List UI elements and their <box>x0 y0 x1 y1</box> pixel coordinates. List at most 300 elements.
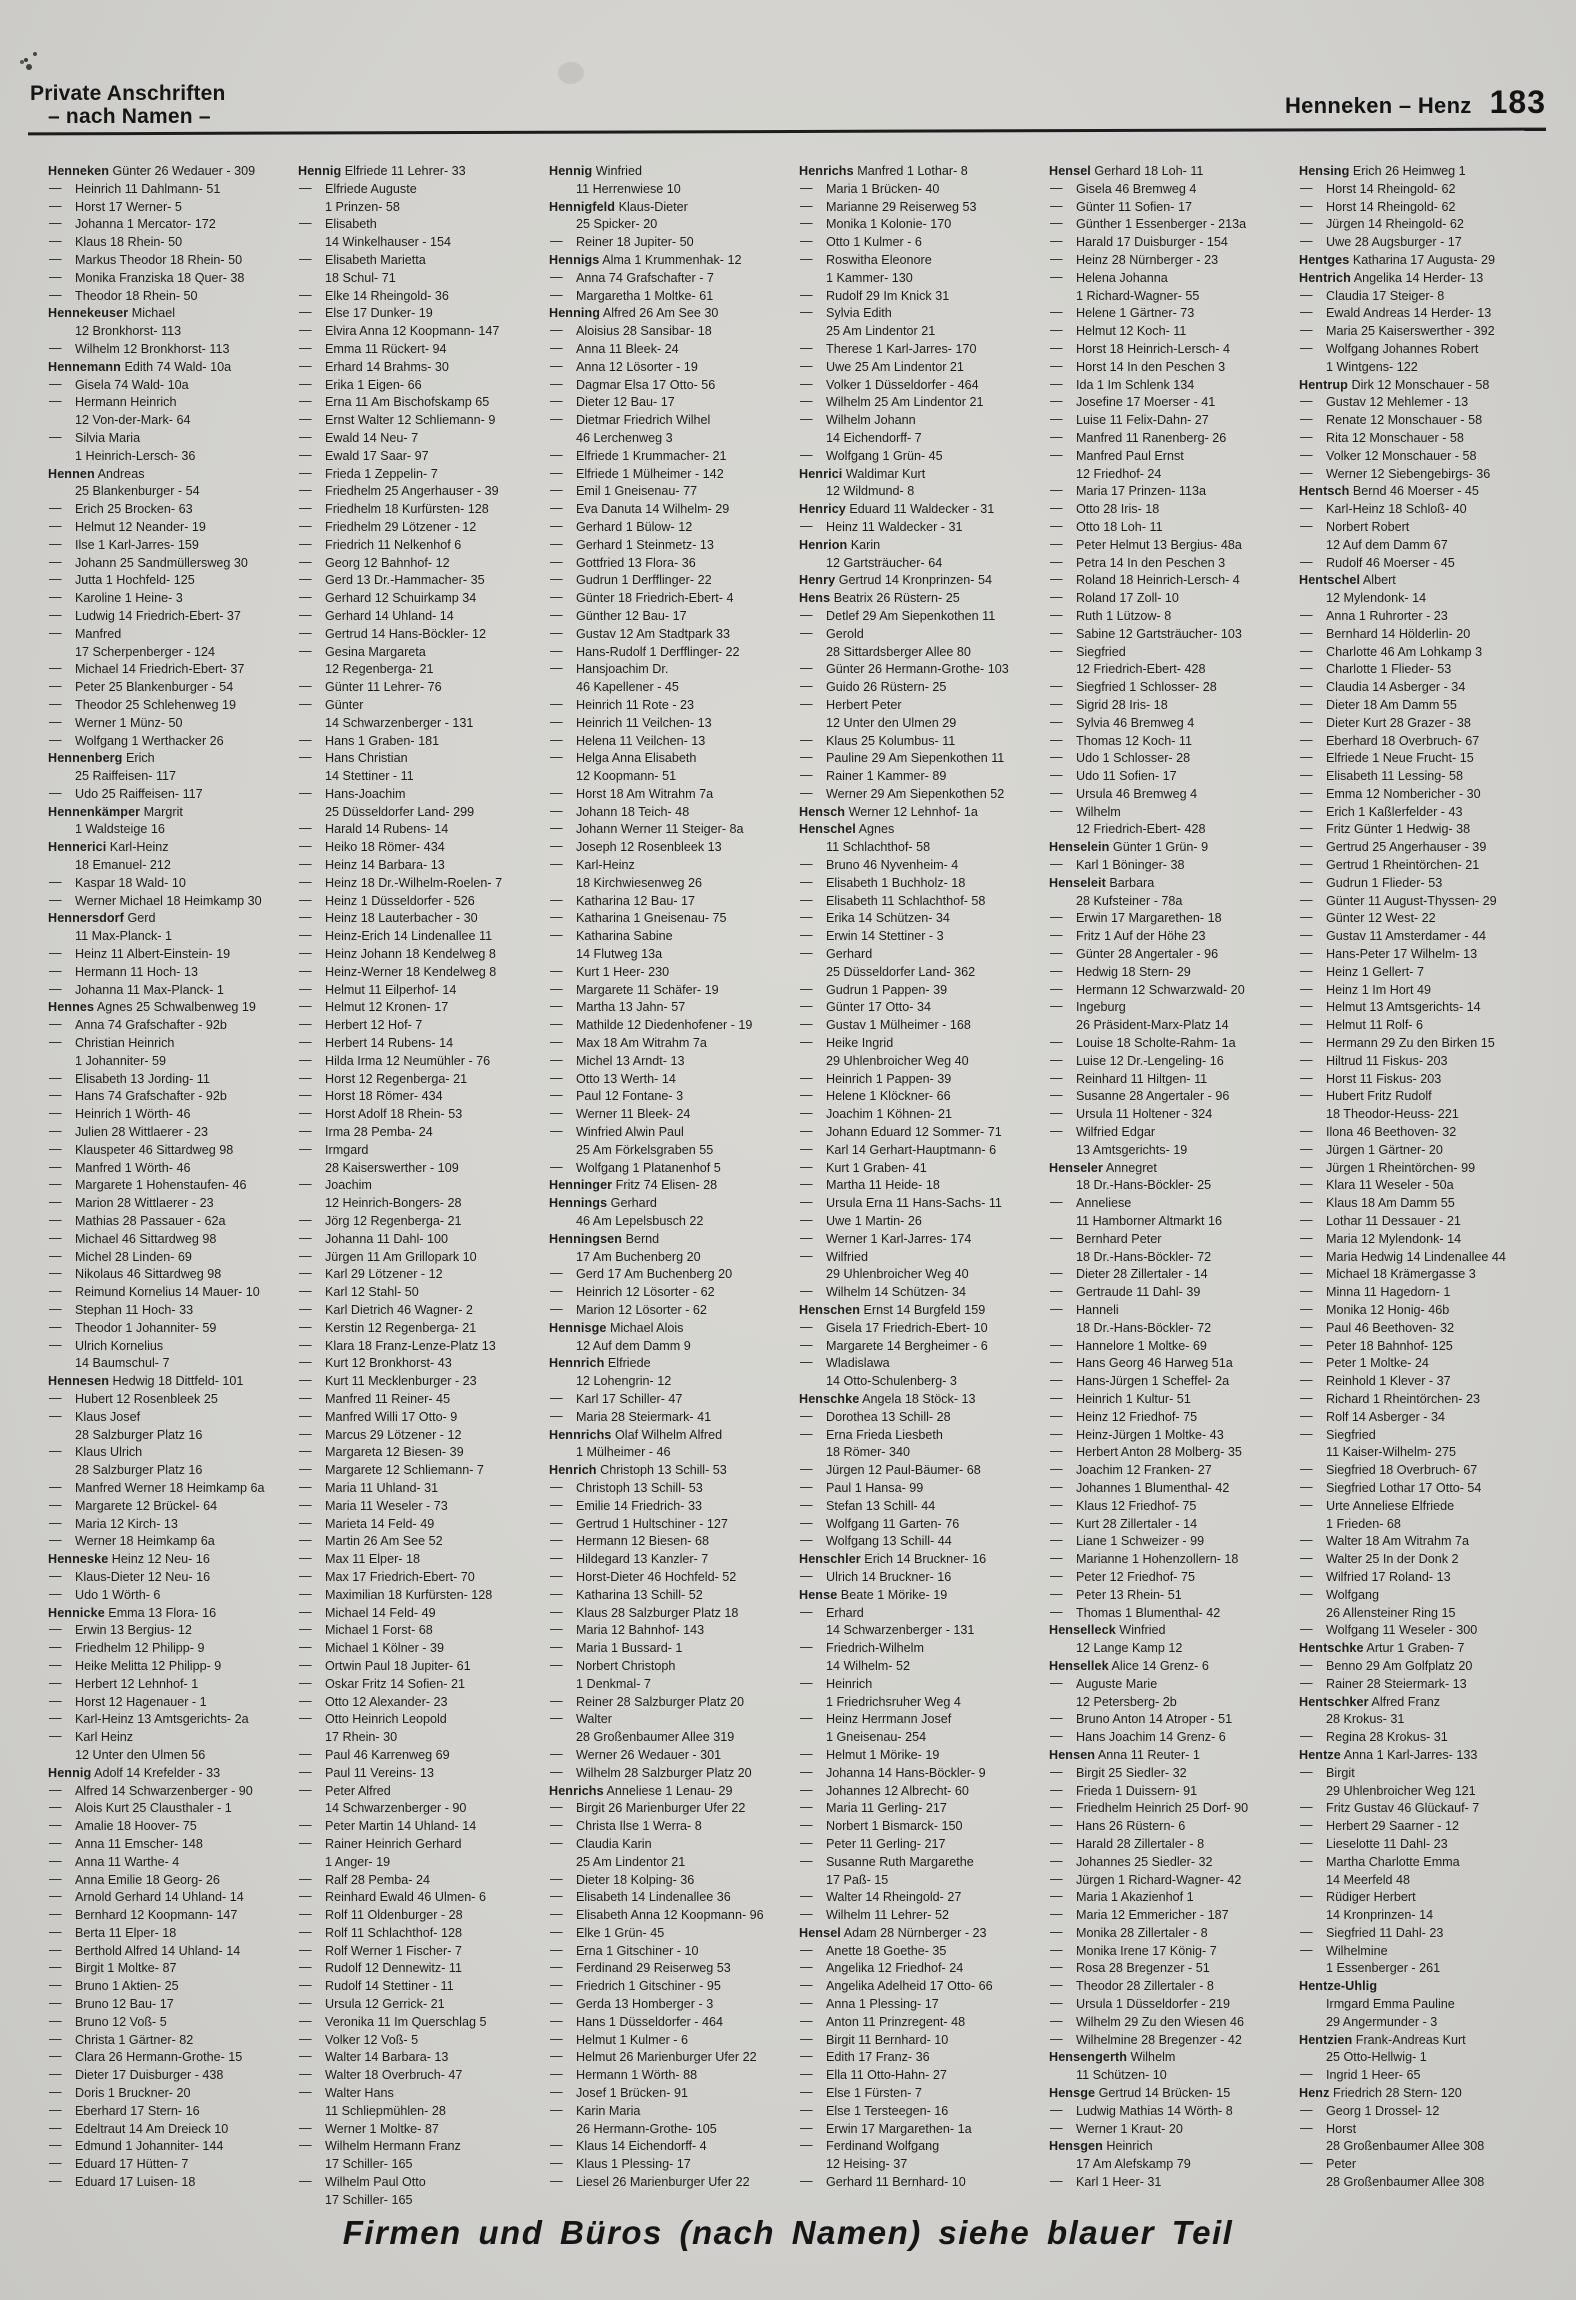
directory-family-head: Henrici Waldimar Kurt <box>799 466 926 481</box>
dash-mark: — <box>1050 1515 1062 1530</box>
directory-entry: — Gertraude 11 Dahl- 39 <box>1050 1284 1201 1300</box>
dash-mark: — <box>299 465 311 480</box>
directory-entry: — Jürgen 1 Rheintörchen- 99 <box>1300 1159 1476 1175</box>
dash-mark: — <box>1300 1924 1312 1939</box>
directory-entry: — Siegfried <box>1300 1426 1376 1442</box>
directory-entry: — Ludwig 14 Friedrich-Ebert- 37 <box>49 607 241 623</box>
dash-mark: — <box>550 1035 562 1050</box>
directory-entry: — Norbert Robert <box>1300 518 1410 534</box>
dash-mark: — <box>800 1177 812 1192</box>
directory-entry: — Harald 14 Rubens- 14 <box>299 821 449 837</box>
directory-entry: — Erich 1 Kaßlerfelder - 43 <box>1300 803 1463 819</box>
dash-mark: — <box>550 2013 562 2028</box>
dash-mark: — <box>800 892 812 907</box>
directory-entry: — Fritz Günter 1 Hedwig- 38 <box>1300 821 1471 837</box>
dash-mark: — <box>1050 536 1062 551</box>
dash-mark: — <box>550 1800 562 1815</box>
dash-mark: — <box>299 1088 311 1103</box>
dash-mark: — <box>1300 1177 1312 1192</box>
directory-entry: — Karl 12 Stahl- 50 <box>299 1284 419 1300</box>
dash-mark: — <box>49 1213 61 1228</box>
directory-entry: — Hermann 12 Biesen- 68 <box>550 1533 710 1549</box>
directory-entry: — Theodor 18 Rhein- 50 <box>49 287 198 303</box>
directory-entry: — Günter 26 Hermann-Grothe- 103 <box>800 661 1009 677</box>
dash-mark: — <box>49 2049 61 2064</box>
dash-mark: — <box>49 1302 61 1316</box>
directory-family-head: Hennenkämper Margrit <box>48 804 183 819</box>
surname: Hensel <box>799 1925 841 1940</box>
directory-entry: — Uwe 1 Martin- 26 <box>800 1213 922 1229</box>
dash-mark: — <box>1050 1604 1062 1619</box>
directory-entry: — Udo 1 Wörth- 6 <box>49 1586 161 1602</box>
dash-mark: — <box>1300 1017 1312 1032</box>
directory-entry: — Max 18 Am Witrahm 7a <box>550 1035 707 1051</box>
directory-entry: — Liane 1 Schweizer - 99 <box>1050 1533 1205 1549</box>
directory-entry: — Ursula 46 Bremweg 4 <box>1050 785 1198 801</box>
dash-mark: — <box>49 785 61 800</box>
dash-mark: — <box>299 1017 311 1032</box>
directory-entry: — Silvia Maria <box>49 429 141 445</box>
directory-entry: — Gerhard 12 Schuirkamp 34 <box>299 590 477 606</box>
directory-entry-continuation: 26 Präsident-Marx-Platz 14 <box>1076 1018 1229 1033</box>
dash-mark: — <box>1050 928 1062 943</box>
directory-entry: — Martin 26 Am See 52 <box>299 1533 443 1549</box>
dash-mark: — <box>800 2013 812 2028</box>
directory-entry-continuation: 14 Eichendorff- 7 <box>826 430 922 445</box>
directory-entry-continuation: 12 Petersberg- 2b <box>1076 1694 1177 1709</box>
dash-mark: — <box>1300 447 1312 462</box>
dash-mark: — <box>299 732 311 747</box>
directory-entry: — Karl Dietrich 46 Wagner- 2 <box>299 1302 473 1317</box>
dash-mark: — <box>49 1889 61 1904</box>
dash-mark: — <box>800 1106 812 1121</box>
directory-entry: — Klaus 12 Friedhof- 75 <box>1050 1497 1197 1513</box>
directory-entry: — Rudolf 29 Im Knick 31 <box>800 287 950 303</box>
dash-mark: — <box>1050 1907 1062 1922</box>
directory-entry: — Norbert 1 Bismarck- 150 <box>800 1818 963 1834</box>
dash-mark: — <box>1050 1266 1062 1281</box>
dash-mark: — <box>299 1035 311 1050</box>
directory-entry: — Paul 1 Hansa- 99 <box>800 1479 924 1495</box>
directory-entry: — Helmut 1 Kulmer - 6 <box>550 2031 688 2047</box>
dash-mark: — <box>800 2174 812 2189</box>
dash-mark: — <box>1050 1818 1062 1833</box>
dash-mark: — <box>800 1907 812 1922</box>
dash-mark: — <box>1050 910 1062 925</box>
dash-mark: — <box>1050 981 1062 996</box>
directory-entry: — Gisela 17 Friedrich-Ebert- 10 <box>800 1319 988 1335</box>
directory-entry: — Walter 18 Overbruch- 47 <box>299 2067 463 2083</box>
directory-entry: — Michel 13 Arndt- 13 <box>550 1052 685 1068</box>
dash-mark: — <box>1300 803 1312 818</box>
dash-mark: — <box>1300 1266 1312 1281</box>
directory-entry: — Klaus 18 Rhein- 50 <box>49 234 183 250</box>
directory-entry: — Hildegard 13 Kanzler- 7 <box>550 1551 709 1567</box>
directory-entry: — Claudia Karin <box>550 1835 652 1851</box>
dash-mark: — <box>800 928 812 943</box>
dash-mark: — <box>299 999 311 1014</box>
directory-entry: — Gerda 13 Homberger - 3 <box>550 1996 714 2012</box>
dash-mark: — <box>299 1551 311 1566</box>
directory-entry: — Rolf 14 Asberger - 34 <box>1300 1408 1446 1424</box>
dash-mark: — <box>550 2138 562 2153</box>
dash-mark: — <box>1050 1871 1062 1886</box>
directory-entry: — Sabine 12 Gartsträucher- 103 <box>1050 625 1242 641</box>
directory-entry: — Detlef 29 Am Siepenkothen 11 <box>800 607 996 623</box>
dash-mark: — <box>800 287 812 302</box>
directory-entry: — Ulrich Kornelius <box>49 1337 164 1353</box>
dash-mark: — <box>1050 1302 1062 1316</box>
header-divider <box>28 128 1546 136</box>
dash-mark: — <box>299 1284 311 1299</box>
dash-mark: — <box>550 1818 562 1833</box>
dash-mark: — <box>1050 518 1062 533</box>
dash-mark: — <box>550 2049 562 2064</box>
surname: Hennes <box>48 1000 95 1015</box>
directory-entry: — Michael 46 Sittardweg 98 <box>49 1230 217 1246</box>
directory-entry: — Johann Werner 11 Steiger- 8a <box>550 821 744 837</box>
directory-entry: — Emilie 14 Friedrich- 33 <box>550 1497 702 1513</box>
directory-entry: — Elisabeth 11 Lessing- 58 <box>1300 768 1463 784</box>
dash-mark: — <box>800 2067 812 2082</box>
dash-mark: — <box>49 1675 61 1690</box>
directory-family-head: Hennig Winfried <box>549 164 642 178</box>
surname: Hennicke <box>48 1605 105 1620</box>
surname: Hense <box>799 1587 838 1602</box>
dash-mark: — <box>550 1640 562 1655</box>
directory-entry: — Helmut 11 Eilperhof- 14 <box>299 981 457 997</box>
directory-entry: — Michael 1 Forst- 68 <box>299 1622 433 1638</box>
dash-mark: — <box>550 1052 562 1067</box>
directory-entry: — Bruno 46 Nyvenheim- 4 <box>800 857 959 873</box>
directory-family-head: Hentschel Albert <box>1299 573 1396 588</box>
directory-entry: — Peter Martin 14 Uhland- 14 <box>299 1818 477 1834</box>
directory-entry: — Dieter 17 Duisburger - 438 <box>49 2067 224 2083</box>
directory-column-6 <box>1299 163 1543 2192</box>
dash-mark: — <box>299 1444 311 1459</box>
dash-mark: — <box>49 1818 61 1833</box>
surname: Hentschker <box>1299 1694 1369 1709</box>
dash-mark: — <box>800 1088 812 1103</box>
dash-mark: — <box>1050 572 1062 587</box>
dash-mark: — <box>49 429 61 444</box>
directory-entry: — Anna Emilie 18 Georg- 26 <box>49 1871 220 1887</box>
dash-mark: — <box>299 376 311 391</box>
dash-mark: — <box>1300 714 1312 729</box>
directory-entry: — Elke 14 Rheingold- 36 <box>299 287 449 303</box>
directory-entry: — Helena 11 Veilchen- 13 <box>550 732 706 748</box>
dash-mark: — <box>1050 1960 1062 1975</box>
dash-mark: — <box>800 661 812 676</box>
directory-entry: — Werner 29 Am Siepenkothen 52 <box>800 785 1005 801</box>
directory-family-head: Henseleit Barbara <box>1049 875 1155 890</box>
dash-mark: — <box>49 1533 61 1548</box>
directory-entry: — Horst 12 Hagenauer - 1 <box>49 1693 207 1709</box>
dash-mark: — <box>800 305 812 320</box>
directory-entry: — Erhard <box>800 1604 864 1620</box>
dash-mark: — <box>299 946 311 961</box>
dash-mark: — <box>299 1373 311 1388</box>
directory-column-1 <box>48 163 292 2192</box>
directory-entry: — Peter 1 Moltke- 24 <box>1300 1355 1429 1371</box>
dash-mark: — <box>1300 1800 1312 1815</box>
directory-entry: — Werner 1 Moltke- 87 <box>299 2120 439 2136</box>
dash-mark: — <box>49 572 61 587</box>
dash-mark: — <box>800 1035 812 1050</box>
dash-mark: — <box>550 1960 562 1975</box>
directory-column-5 <box>1049 163 1293 2192</box>
directory-family-head: Henschler Erich 14 Bruckner- 16 <box>799 1552 987 1567</box>
dash-mark: — <box>299 251 311 266</box>
dash-mark: — <box>49 180 61 195</box>
dash-mark: — <box>1050 1088 1062 1103</box>
dash-mark: — <box>800 1711 812 1726</box>
dash-mark: — <box>1050 2120 1062 2135</box>
dash-mark: — <box>550 1835 562 1850</box>
dash-mark: — <box>299 1675 311 1690</box>
directory-entry: — Doris 1 Bruckner- 20 <box>49 2085 191 2101</box>
directory-entry: — Margarete 11 Schäfer- 19 <box>550 981 719 997</box>
dash-mark: — <box>49 1960 61 1975</box>
directory-entry: — Thomas 12 Koch- 11 <box>1050 732 1192 748</box>
surname: Henneken <box>48 164 109 178</box>
directory-entry-continuation: 25 Blankenburger - 54 <box>75 484 200 499</box>
dash-mark: — <box>550 696 562 711</box>
directory-entry: — Michael 18 Krämergasse 3 <box>1300 1266 1476 1282</box>
dash-mark: — <box>299 1622 311 1637</box>
directory-entry: — Herbert Anton 28 Molberg- 35 <box>1050 1444 1242 1460</box>
directory-entry: — Ulrich 14 Bruckner- 16 <box>800 1568 952 1584</box>
dash-mark: — <box>49 1337 61 1352</box>
directory-entry: — Minna 11 Hagedorn- 1 <box>1300 1284 1451 1300</box>
directory-entry: — Horst 14 Rheingold- 62 <box>1300 180 1456 196</box>
directory-family-head: Henninger Fritz 74 Elisen- 28 <box>549 1178 718 1193</box>
dash-mark: — <box>550 1266 562 1281</box>
directory-entry-continuation: 12 Friedhof- 24 <box>1076 466 1162 481</box>
surname: Henseler <box>1049 1160 1104 1175</box>
dash-mark: — <box>1300 1408 1312 1423</box>
directory-entry: — Friedhelm 25 Angerhauser - 39 <box>299 483 499 499</box>
dash-mark: — <box>49 892 61 907</box>
directory-entry: — Klara 11 Weseler - 50a <box>1300 1177 1454 1193</box>
dash-mark: — <box>800 1248 812 1263</box>
directory-entry-continuation: 25 Am Förkelsgraben 55 <box>576 1142 714 1157</box>
surname: Henrichs <box>549 1783 604 1798</box>
dash-mark: — <box>1300 1426 1312 1441</box>
surname: Hentges <box>1299 252 1350 267</box>
dash-mark: — <box>1050 1889 1062 1904</box>
directory-family-head: Hensch Werner 12 Lehnhof- 1a <box>799 804 978 819</box>
directory-entry: — Anette 18 Goethe- 35 <box>800 1942 947 1958</box>
directory-entry-continuation: 12 Von-der-Mark- 64 <box>75 413 191 428</box>
directory-entry: — Johanna 1 Mercator- 172 <box>49 216 216 232</box>
directory-entry: — Georg 12 Bahnhof- 12 <box>299 554 450 570</box>
dash-mark: — <box>800 999 812 1014</box>
dash-mark: — <box>1300 768 1312 783</box>
directory-entry: — Liesel 26 Marienburger Ufer 22 <box>550 2174 750 2190</box>
dash-mark: — <box>49 1497 61 1512</box>
directory-entry: — Wilhelmine 28 Bregenzer - 42 <box>1050 2031 1242 2047</box>
dash-mark: — <box>800 1213 812 1228</box>
dash-mark: — <box>49 732 61 747</box>
surname: Hennrichs <box>549 1427 612 1442</box>
directory-entry-continuation: 12 Auf dem Damm 9 <box>576 1338 691 1353</box>
dash-mark: — <box>49 1907 61 1922</box>
directory-family-head: Hennrichs Olaf Wilhelm Alfred <box>549 1427 723 1442</box>
directory-entry: — Bernhard Peter <box>1050 1230 1162 1246</box>
dash-mark: — <box>550 2067 562 2082</box>
directory-entry: — Bernhard 12 Koopmann- 147 <box>49 1907 238 1923</box>
directory-entry: — Elisabeth 1 Buchholz- 18 <box>800 874 966 890</box>
directory-entry: — Joseph 12 Rosenbleek 13 <box>550 839 722 855</box>
dash-mark: — <box>1300 287 1312 302</box>
dash-mark: — <box>1300 785 1312 800</box>
directory-entry: — Anton 11 Prinzregent- 48 <box>800 2013 966 2029</box>
dash-mark: — <box>1050 1764 1062 1779</box>
dash-mark: — <box>550 1408 562 1423</box>
dash-mark: — <box>299 2013 311 2028</box>
dash-mark: — <box>49 1924 61 1939</box>
directory-entry: — Heinrich 12 Lösorter - 62 <box>550 1284 715 1300</box>
dash-mark: — <box>299 874 311 889</box>
directory-entry: — Kerstin 12 Regenberga- 21 <box>299 1319 477 1335</box>
directory-entry: — Heinz 18 Dr.-Wilhelm-Roelen- 7 <box>299 874 503 890</box>
dash-mark: — <box>1300 643 1312 658</box>
surname: Henneske <box>48 1552 109 1567</box>
dash-mark: — <box>299 839 311 854</box>
directory-entry: — Wilhelm <box>1050 803 1121 819</box>
dash-mark: — <box>299 554 311 569</box>
dash-mark: — <box>1050 1568 1062 1583</box>
directory-family-head: Hentrich Angelika 14 Herder- 13 <box>1299 270 1484 285</box>
dash-mark: — <box>1050 1533 1062 1548</box>
directory-entry: — Mathilde 12 Diedenhofener - 19 <box>550 1017 753 1033</box>
directory-entry: — Günter 11 August-Thyssen- 29 <box>1300 892 1497 908</box>
directory-entry: — Wladislawa <box>800 1355 890 1371</box>
surname: Henseleit <box>1049 875 1106 890</box>
directory-entry: — Charlotte 1 Flieder- 53 <box>1300 661 1452 677</box>
directory-entry-continuation: 11 Schlachthof- 58 <box>826 840 931 855</box>
surname: Hensch <box>799 804 846 819</box>
directory-entry: — Gudrun 1 Derfflinger- 22 <box>550 572 712 588</box>
dash-mark: — <box>800 1960 812 1975</box>
directory-entry: — Claudia 17 Steiger- 8 <box>1300 287 1445 303</box>
directory-entry: — Hans-Peter 17 Wilhelm- 13 <box>1300 946 1478 962</box>
directory-entry: — Clara 26 Hermann-Grothe- 15 <box>49 2049 243 2065</box>
directory-entry: — Emil 1 Gneisenau- 77 <box>550 483 698 499</box>
directory-entry: — Johanna 11 Max-Planck- 1 <box>49 981 224 997</box>
directory-entry: — Karl 29 Lötzener - 12 <box>299 1266 443 1282</box>
directory-entry: — Jörg 12 Regenberga- 21 <box>299 1213 462 1229</box>
dash-mark: — <box>550 1390 562 1405</box>
directory-entry: — Helmut 11 Rolf- 6 <box>1300 1017 1424 1033</box>
directory-entry: — Reinhard Ewald 46 Ulmen- 6 <box>299 1889 487 1905</box>
directory-entry: — Erna 11 Am Bischofskamp 65 <box>299 394 490 410</box>
directory-entry-continuation: 28 Salzburger Platz 16 <box>75 1463 203 1478</box>
dash-mark: — <box>299 1568 311 1583</box>
directory-entry-continuation: 25 Am Lindentor 21 <box>826 324 936 339</box>
dash-mark: — <box>1300 1729 1312 1744</box>
directory-entry: — Maria 25 Kaiserswerther - 392 <box>1300 323 1495 339</box>
directory-entry: — Benno 29 Am Golfplatz 20 <box>1300 1657 1473 1673</box>
directory-entry-continuation: 12 Bronkhorst- 113 <box>75 324 182 339</box>
directory-entry: — Peter 25 Blankenburger - 54 <box>49 679 234 695</box>
directory-entry: — Horst 11 Fiskus- 203 <box>1300 1070 1442 1086</box>
directory-entry: — Fritz 1 Auf der Höhe 23 <box>1050 928 1206 944</box>
dash-mark: — <box>299 572 311 587</box>
dash-mark: — <box>49 1088 61 1103</box>
surname: Hensengerth <box>1049 2050 1128 2065</box>
directory-family-head: Hensgen Heinrich <box>1049 2139 1153 2154</box>
directory-entry: — Helene 1 Gärtner- 73 <box>1050 305 1195 321</box>
directory-family-head: Henseler Annegret <box>1049 1160 1157 1175</box>
dash-mark: — <box>550 999 562 1014</box>
directory-entry-continuation: 1 Mülheimer - 46 <box>576 1445 671 1460</box>
surname: Hentzien <box>1299 2032 1353 2047</box>
dash-mark: — <box>550 1586 562 1601</box>
directory-entry: — Volker 12 Monschauer - 58 <box>1300 447 1477 463</box>
directory-entry: — Joachim <box>299 1177 372 1193</box>
directory-family-head: Hennemann Edith 74 Wald- 10a <box>48 359 232 374</box>
directory-entry: — Otto 28 Iris- 18 <box>1050 501 1160 517</box>
dash-mark: — <box>49 234 61 249</box>
directory-entry: — Klaus Josef <box>49 1408 141 1424</box>
dash-mark: — <box>299 1070 311 1085</box>
dash-mark: — <box>299 1604 311 1619</box>
directory-entry: — Margaretha 1 Moltke- 61 <box>550 287 714 303</box>
directory-entry: — Irma 28 Pemba- 24 <box>299 1124 433 1140</box>
surname: Hensge <box>1049 2086 1096 2101</box>
directory-entry: — Hermann Heinrich <box>49 394 177 410</box>
dash-mark: — <box>299 1230 311 1245</box>
dash-mark: — <box>550 661 562 676</box>
directory-entry: — Katharina 13 Schill- 52 <box>550 1586 703 1602</box>
directory-entry-continuation: 25 Am Lindentor 21 <box>576 1854 686 1869</box>
dash-mark: — <box>800 1515 812 1530</box>
directory-entry: — Anneliese <box>1050 1195 1132 1211</box>
directory-entry: — Susanne 28 Angertaler - 96 <box>1050 1088 1230 1104</box>
dash-mark: — <box>1300 981 1312 996</box>
surname: Hennig <box>298 164 342 178</box>
directory-entry: — Wilhelm Paul Otto <box>299 2174 426 2190</box>
dash-mark: — <box>49 340 61 355</box>
directory-entry: — Erika 1 Eigen- 66 <box>299 376 422 392</box>
directory-entry: — Roswitha Eleonore <box>800 251 932 267</box>
directory-family-head: Hennersdorf Gerd <box>48 911 156 926</box>
dash-mark: — <box>49 661 61 676</box>
dash-mark: — <box>1050 1800 1062 1815</box>
directory-entry: — Herbert 14 Rubens- 14 <box>299 1035 454 1051</box>
directory-family-head: Henry Gertrud 14 Kronprinzen- 54 <box>799 573 993 588</box>
directory-entry: — Karl-Heinz <box>550 857 635 873</box>
dash-mark: — <box>1050 1675 1062 1690</box>
directory-family-head: Henricy Eduard 11 Waldecker - 31 <box>799 502 995 517</box>
surname: Henrion <box>799 537 848 552</box>
dash-mark: — <box>299 1711 311 1726</box>
dash-mark: — <box>299 429 311 444</box>
directory-entry: — Erich 25 Brocken- 63 <box>49 501 193 517</box>
dash-mark: — <box>49 1568 61 1583</box>
dash-mark: — <box>1050 1586 1062 1601</box>
dash-mark: — <box>1300 892 1312 907</box>
directory-entry: — Christian Heinrich <box>49 1035 175 1051</box>
dash-mark: — <box>1050 750 1062 765</box>
dash-mark: — <box>299 1764 311 1779</box>
directory-entry: — Luise 11 Felix-Dahn- 27 <box>1050 412 1209 428</box>
dash-mark: — <box>1300 1568 1312 1583</box>
directory-entry: — Ewald 14 Neu- 7 <box>299 429 419 445</box>
directory-entry: — Karl 14 Gerhart-Hauptmann- 6 <box>800 1141 997 1157</box>
